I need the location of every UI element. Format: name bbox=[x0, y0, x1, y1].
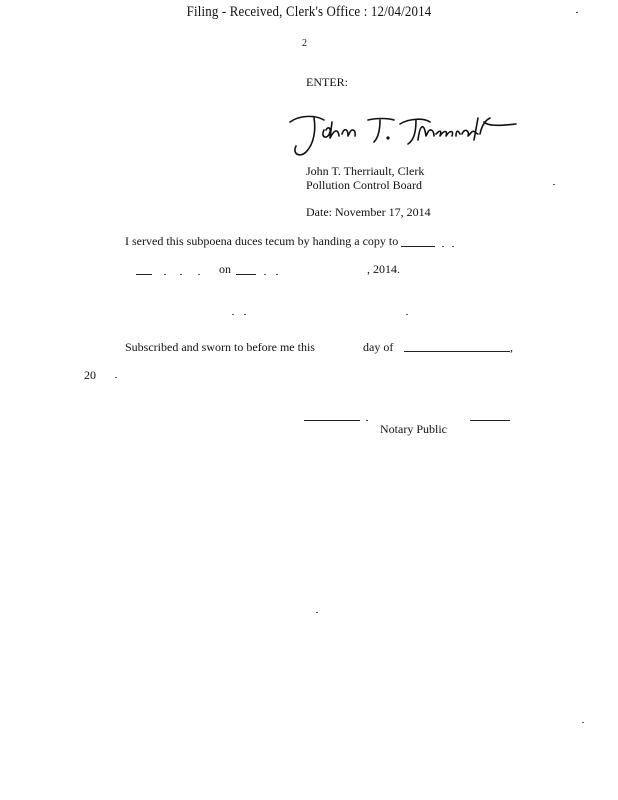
year-blank-dot bbox=[115, 377, 117, 378]
scan-speck bbox=[316, 612, 318, 613]
served-year: , 2014. bbox=[367, 262, 400, 276]
notary-signature-line-end bbox=[470, 420, 510, 421]
stray-mark bbox=[244, 314, 246, 315]
clerk-organization: Pollution Control Board bbox=[306, 178, 423, 192]
enter-label: ENTER: bbox=[306, 75, 348, 89]
served-to-blank-dots bbox=[442, 246, 444, 247]
oath-statement: Subscribed and sworn to before me this bbox=[125, 340, 315, 354]
served-to-blank bbox=[401, 246, 435, 247]
served-date-dot bbox=[264, 274, 266, 275]
served-person-dot bbox=[198, 274, 200, 275]
order-date: Date: November 17, 2014 bbox=[306, 205, 431, 219]
page-number: 2 bbox=[302, 38, 307, 49]
served-person-dot bbox=[180, 274, 182, 275]
day-of-label: day of bbox=[363, 340, 394, 354]
stray-mark bbox=[232, 314, 234, 315]
served-person-blank bbox=[136, 274, 152, 275]
year-prefix: 20 bbox=[84, 368, 96, 382]
served-person-dot bbox=[164, 274, 166, 275]
served-date-blank bbox=[236, 274, 256, 275]
notary-public-label: Notary Public bbox=[380, 422, 447, 436]
scan-speck bbox=[582, 722, 584, 723]
service-statement: I served this subpoena duces tecum by handing a copy to bbox=[125, 234, 399, 248]
notary-line-dot bbox=[366, 420, 368, 421]
clerk-name: John T. Therriault, Clerk bbox=[306, 164, 425, 178]
notary-signature-line bbox=[304, 420, 360, 421]
filing-header: Filing - Received, Clerk's Office : 12/04/2014 bbox=[186, 4, 432, 20]
month-blank bbox=[404, 351, 510, 352]
stray-mark bbox=[406, 314, 408, 315]
on-label: on bbox=[219, 262, 231, 276]
scan-speck bbox=[576, 12, 578, 13]
month-blank-comma: , bbox=[510, 340, 513, 354]
served-to-blank-dot bbox=[452, 246, 454, 247]
served-date-dot bbox=[276, 274, 278, 275]
scan-speck bbox=[553, 184, 555, 185]
signature-graphic bbox=[284, 104, 524, 162]
clerk-signature bbox=[284, 104, 524, 167]
